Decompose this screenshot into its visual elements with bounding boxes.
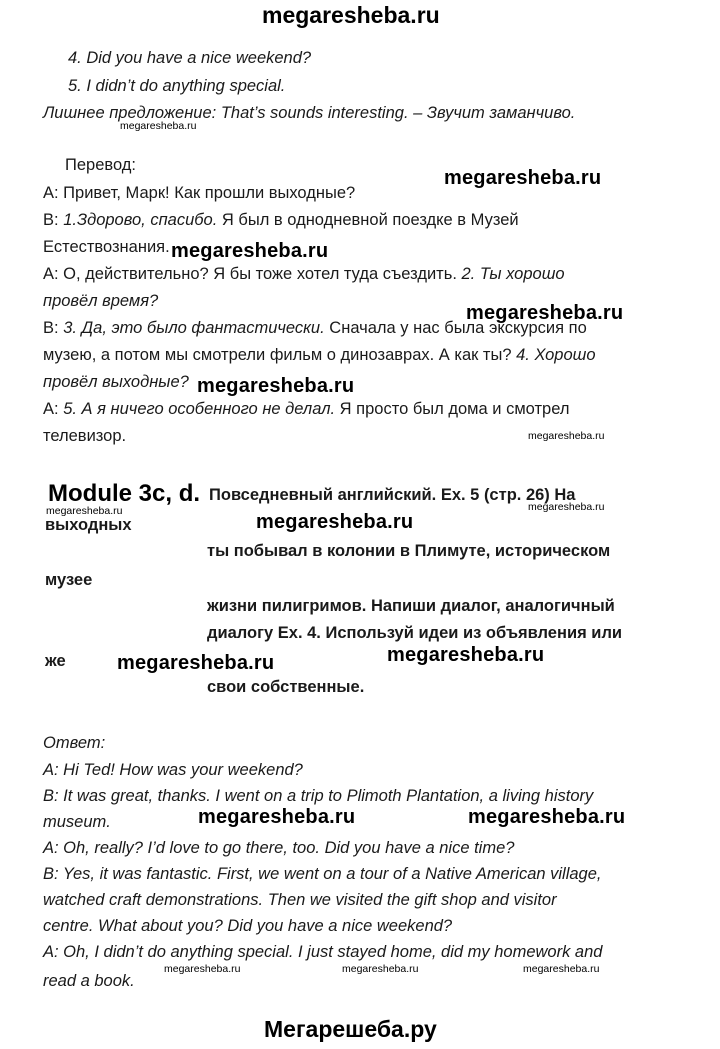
translation-line: A: Привет, Марк! Как прошли выходные? xyxy=(43,184,356,202)
module-description: диалогу Ex. 4. Используй идеи из объявления или xyxy=(207,624,623,642)
watermark-big: megaresheba.ru xyxy=(197,375,355,397)
watermark-big: megaresheba.ru xyxy=(468,806,626,828)
module-description: жизни пилигримов. Напиши диалог, аналогичный xyxy=(207,597,615,615)
watermark-small: megaresheba.ru xyxy=(46,505,123,517)
module-description: ты побывал в колонии в Плимуте, историческом xyxy=(207,542,611,560)
translation-line: B: 1.Здорово, спасибо. Я был в однодневной поездке в Музей xyxy=(43,211,519,229)
translation-line: B: 3. Да, это было фантастически. Сначала у нас была экскурсия по xyxy=(43,319,587,337)
watermark-small: megaresheba.ru xyxy=(528,501,605,513)
module-title: Module 3c, d. xyxy=(48,480,201,507)
watermark-small: megaresheba.ru xyxy=(523,963,600,975)
translation-line: A: О, действительно? Я бы тоже хотел туда съездить. 2. Ты хорошо xyxy=(43,265,565,283)
module-description: музее xyxy=(45,571,93,589)
translation-line: провёл время? xyxy=(43,292,159,310)
module-description: выходных xyxy=(45,516,132,534)
watermark-big: megaresheba.ru xyxy=(117,652,275,674)
translation-heading: Перевод: xyxy=(65,156,136,174)
answer-line: A: Oh, I didn’t do anything special. I just stayed home, did my homework and xyxy=(43,943,603,961)
site-footer[interactable]: Мегарешеба.ру xyxy=(264,1016,437,1042)
watermark-small: megaresheba.ru xyxy=(528,430,605,442)
module-description: Повседневный английский. Ex. 5 (стр. 26) На xyxy=(209,486,576,504)
answer-line: A: Hi Ted! How was your weekend? xyxy=(43,761,303,779)
module-description: же xyxy=(45,652,66,670)
translation-line: A: 5. А я ничего особенного не делал. Я просто был дома и смотрел xyxy=(43,400,570,418)
watermark-big: megaresheba.ru xyxy=(387,644,545,666)
extra-sentence-note: Лишнее предложение: That’s sounds interesting. – Звучит заманчиво. xyxy=(43,104,576,122)
watermark-big: megaresheba.ru xyxy=(198,806,356,828)
translation-line: музею, а потом мы смотрели фильм о динозаврах. А как ты? 4. Хорошо xyxy=(43,346,596,364)
translation-line: Естествознания. xyxy=(43,238,170,256)
site-header[interactable]: megaresheba.ru xyxy=(262,2,440,28)
answer-line: museum. xyxy=(43,813,111,831)
watermark-big: megaresheba.ru xyxy=(444,167,602,189)
watermark-big: megaresheba.ru xyxy=(171,240,329,262)
watermark-big: megaresheba.ru xyxy=(256,511,414,533)
module-description: свои собственные. xyxy=(207,678,365,696)
watermark-small: megaresheba.ru xyxy=(342,963,419,975)
answer-line: B: It was great, thanks. I went on a trip to Plimoth Plantation, a living history xyxy=(43,787,594,805)
answer-heading: Ответ: xyxy=(43,734,106,752)
translation-line: провёл выходные? xyxy=(43,373,189,391)
intro-line-4: 4. Did you have a nice weekend? xyxy=(68,49,312,67)
answer-line: centre. What about you? Did you have a nice weekend? xyxy=(43,917,453,935)
answer-line: watched craft demonstrations. Then we visited the gift shop and visitor xyxy=(43,891,557,909)
answer-line: B: Yes, it was fantastic. First, we went on a tour of a Native American village, xyxy=(43,865,602,883)
watermark-small: megaresheba.ru xyxy=(164,963,241,975)
answer-line: A: Oh, really? I’d love to go there, too. Did you have a nice time? xyxy=(43,839,515,857)
answer-line: read a book. xyxy=(43,972,135,990)
intro-line-5: 5. I didn’t do anything special. xyxy=(68,77,286,95)
watermark-big: megaresheba.ru xyxy=(466,302,624,324)
watermark-small: megaresheba.ru xyxy=(120,120,197,132)
translation-line: телевизор. xyxy=(43,427,127,445)
